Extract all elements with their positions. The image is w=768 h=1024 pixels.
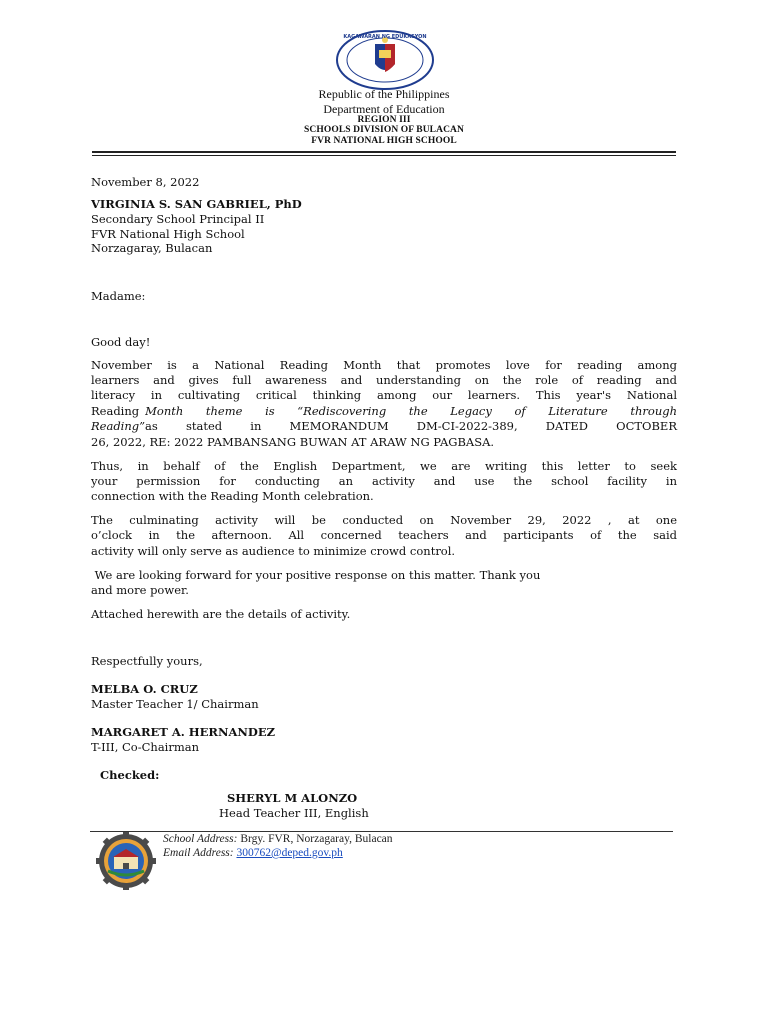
deped-seal-logo bbox=[335, 30, 435, 90]
recipient-position: Secondary School Principal II bbox=[91, 212, 265, 226]
signatory-2-title: T-III, Co-Chairman bbox=[91, 740, 200, 754]
p1-line-5 bbox=[91, 419, 677, 434]
p3-line-2: o’clock in the afternoon. All concerned teachers and participants of the said bbox=[91, 528, 677, 542]
header-school: FVR NATIONAL HIGH SCHOOL bbox=[311, 136, 457, 146]
header-rule-thick bbox=[92, 151, 676, 153]
signatory-1-title: Master Teacher 1/ Chairman bbox=[91, 697, 259, 711]
header-division: SCHOOLS DIVISION OF BULACAN bbox=[304, 125, 464, 135]
signatory-1-name: MELBA O. CRUZ bbox=[91, 682, 198, 696]
footer-address-label: School Address: bbox=[163, 833, 238, 845]
p1-line-3: literacy in cultivating critical thinking among our learners. This year's National bbox=[91, 388, 677, 402]
attached-note: Attached herewith are the details of activity. bbox=[91, 607, 351, 621]
p4-line-1: We are looking forward for your positive response on this matter. Thank you bbox=[91, 568, 541, 582]
recipient-school: FVR National High School bbox=[91, 227, 245, 241]
footer-address-value: Brgy. FVR, Norzagaray, Bulacan bbox=[237, 833, 393, 845]
salutation: Madame: bbox=[91, 289, 146, 303]
recipient-name: VIRGINIA S. SAN GABRIEL, PhD bbox=[91, 197, 302, 211]
header-republic: Republic of the Philippines bbox=[318, 87, 450, 101]
p1-line-1: November is a National Reading Month that promotes love for reading among bbox=[91, 358, 677, 372]
p2-line-2: your permission for conducting an activity and use the school facility in bbox=[91, 474, 677, 488]
header-rule-thin bbox=[92, 155, 676, 156]
p1-line-6: 26, 2022, RE: 2022 PAMBANSANG BUWAN AT ARAW NG PAGBASA. bbox=[91, 435, 495, 449]
p1-line-2: learners and gives full awareness and understanding on the role of reading and bbox=[91, 373, 677, 387]
checked-label: Checked: bbox=[100, 768, 160, 782]
p4-line-2: and more power. bbox=[91, 583, 189, 597]
greeting: Good day! bbox=[91, 335, 151, 349]
letter-date: November 8, 2022 bbox=[91, 175, 200, 189]
footer-email-label: Email Address: bbox=[163, 847, 234, 859]
p2-line-1: Thus, in behalf of the English Department, we are writing this letter to seek bbox=[91, 459, 677, 473]
p1-line-5-b: as stated in MEMORANDUM DM-CI-2022-389, DATED OCTOBER bbox=[145, 419, 677, 433]
footer-rule bbox=[90, 831, 673, 832]
footer-email-link[interactable]: 300762@deped.gov.ph bbox=[236, 847, 343, 859]
closing: Respectfully yours, bbox=[91, 654, 203, 668]
p1-line-4-a: Reading bbox=[91, 404, 140, 418]
p3-line-3: activity will only serve as audience to minimize crowd control. bbox=[91, 544, 456, 558]
p1-line-4 bbox=[91, 404, 677, 419]
p1-line-4-b: Month theme is “Rediscovering the Legacy of Literature through bbox=[145, 404, 677, 418]
signatory-2-name: MARGARET A. HERNANDEZ bbox=[91, 725, 276, 739]
header-department: Department of Education bbox=[323, 102, 445, 116]
p2-line-3: connection with the Reading Month celebration. bbox=[91, 489, 374, 503]
footer-email bbox=[163, 847, 343, 859]
header-region: REGION III bbox=[357, 115, 411, 125]
svg-text:KAGAWARAN NG EDUKASYON: KAGAWARAN NG EDUKASYON bbox=[343, 34, 427, 40]
checker-name: SHERYL M ALONZO bbox=[227, 791, 358, 805]
p1-line-5-a: Reading” bbox=[91, 419, 146, 433]
school-logo bbox=[93, 832, 159, 890]
footer-address bbox=[163, 833, 393, 845]
p3-line-1: The culminating activity will be conducted on November 29, 2022 , at one bbox=[91, 513, 677, 527]
recipient-address: Norzagaray, Bulacan bbox=[91, 241, 213, 255]
checker-title: Head Teacher III, English bbox=[219, 806, 369, 820]
